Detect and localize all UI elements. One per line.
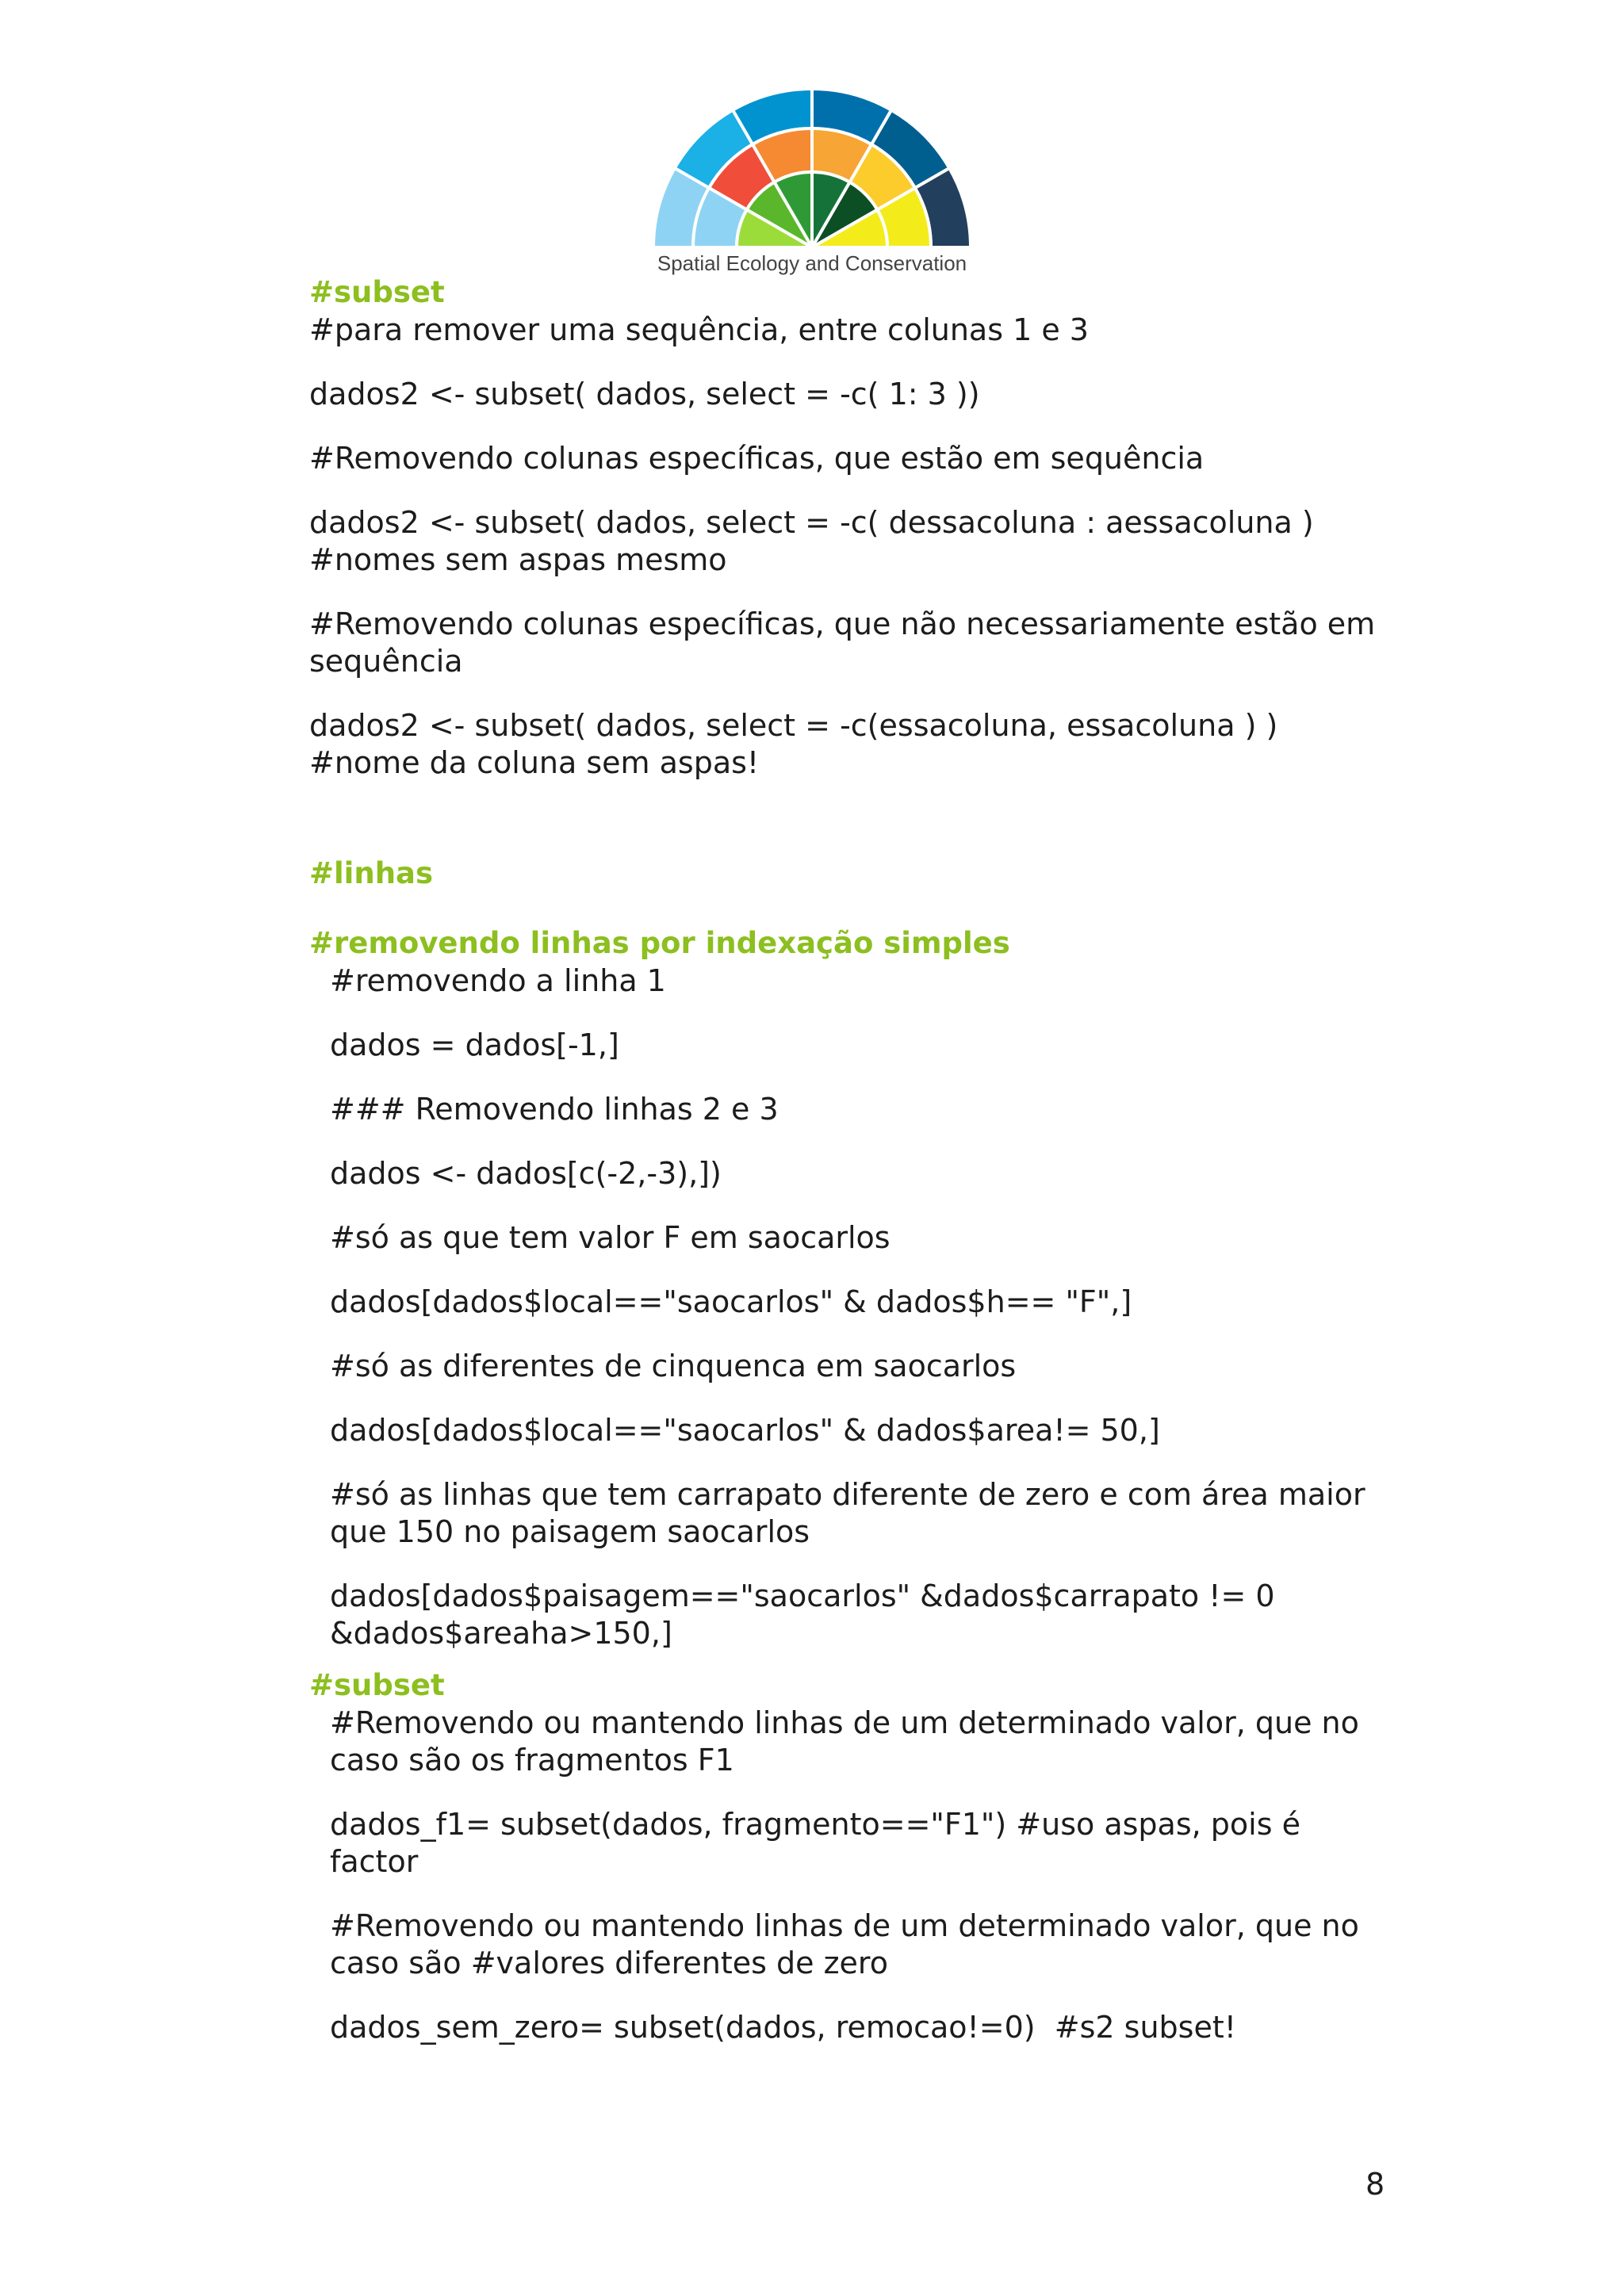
logo-caption: Spatial Ecology and Conservation [657,251,967,275]
paragraph: #removendo a linha 1 [330,963,666,998]
code-line: dados[dados$local=="saocarlos" & dados$h== "F",] [330,1284,1132,1319]
code-line: dados2 <- subset( dados, select = -c(essacoluna, essacoluna ) ) #nome da coluna sem aspas! [309,708,1288,780]
section-indexacao-simples [309,924,1380,1652]
section-subset-rows [309,1667,1380,2046]
paragraph: #Removendo colunas específicas, que estão em sequência [309,441,1205,476]
code-line: dados2 <- subset( dados, select = -c( 1: 3 )) [309,377,980,411]
section-subset-columns [309,274,1385,782]
code-line: dados[dados$paisagem=="saocarlos" &dados$carrapato != 0 &dados$areaha>150,] [330,1578,1275,1651]
code-line: dados2 <- subset( dados, select = -c( dessacoluna : aessacoluna ) #nomes sem aspas mesmo [309,505,1314,577]
code-line: dados_sem_zero= subset(dados, remocao!=0) #s2 subset! [330,2010,1236,2045]
paragraph: #só as diferentes de cinquenca em saocarlos [330,1349,1017,1383]
document-body [309,274,1385,2073]
code-line: dados[dados$local=="saocarlos" & dados$area!= 50,] [330,1413,1160,1448]
paragraph: #Removendo colunas específicas, que não necessariamente estão em sequência [309,607,1385,679]
paragraph: #só as linhas que tem carrapato diferente de zero e com área maior que 150 no paisagem saocarlos [330,1477,1375,1549]
section-heading: #subset [309,275,445,309]
code-line: dados = dados[-1,] [330,1027,619,1062]
semicircle-logo-icon [647,89,977,247]
paragraph: ### Removendo linhas 2 e 3 [330,1092,779,1127]
code-line: dados_f1= subset(dados, fragmento=="F1") #uso aspas, pois é factor [330,1807,1311,1879]
section-heading: #subset [309,1668,445,1702]
logo [647,89,977,279]
paragraph: #Removendo ou mantendo linhas de um determinado valor, que no caso são os fragmentos F1 [330,1705,1369,1777]
paragraph: #para remover uma sequência, entre colunas 1 e 3 [309,312,1089,347]
paragraph: #Removendo ou mantendo linhas de um determinado valor, que no caso são #valores diferentes de zero [330,1908,1369,1980]
paragraph: #só as que tem valor F em saocarlos [330,1220,891,1255]
code-line: dados <- dados[c(-2,-3),]) [330,1156,722,1191]
section-linhas [309,855,1380,893]
section-heading: #linhas [309,856,434,890]
page-number: 8 [1365,2167,1385,2202]
section-heading: #removendo linhas por indexação simples [309,926,1010,960]
